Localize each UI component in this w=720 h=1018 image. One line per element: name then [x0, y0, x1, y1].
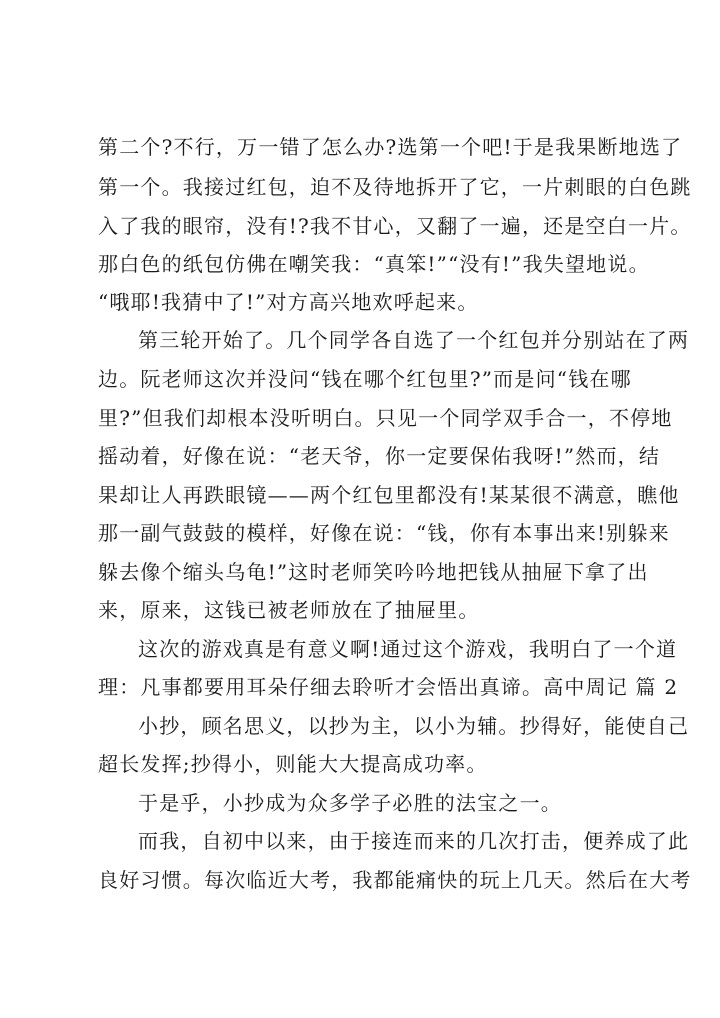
paragraph-start-line: 于是乎，小抄成为众多学子必胜的法宝之一。 [138, 791, 562, 815]
paragraph-start-line: 小抄，顾名思义，以抄为主，以小为辅。抄得好，能使自己 [138, 714, 690, 738]
text-line: 第二个?不行，万一错了怎么办?选第一个吧!于是我果断地选了 [98, 135, 683, 159]
paragraph-start-line: 第三轮开始了。几个同学各自选了一个红包并分别站在了两 [138, 328, 690, 352]
text-line: 良好习惯。每次临近大考，我都能痛快的玩上几天。然后在大考 [98, 868, 692, 892]
text-line: 那白色的纸包仿佛在嘲笑我：“真笨!”“没有!”我失望地说。 [98, 252, 650, 276]
text-line: 里?”但我们却根本没听明白。只见一个同学双手合一，不停地 [98, 406, 673, 430]
paragraph-start-line: 这次的游戏真是有意义啊!通过这个游戏，我明白了一个道 [138, 637, 678, 661]
text-line: 来，原来，这钱已被老师放在了抽屉里。 [98, 598, 480, 622]
text-line: 理：凡事都要用耳朵仔细去聆听才会悟出真谛。高中周记 篇 2 [98, 675, 679, 699]
text-line: 入了我的眼帘，没有!?我不甘心，又翻了一遍，还是空白一片。 [98, 214, 692, 238]
text-line: 边。阮老师这次并没问“钱在哪个红包里?”而是问“钱在哪 [98, 367, 632, 391]
text-line: 果却让人再跌眼镜——两个红包里都没有!某某很不满意，瞧他 [98, 483, 680, 507]
text-line: 摇动着，好像在说：“老天爷，你一定要保佑我呀!”然而，结 [98, 444, 661, 468]
text-line: 那一副气鼓鼓的模样，好像在说：“钱，你有本事出来!别躲来 [98, 521, 670, 545]
text-line: 躲去像个缩头乌龟!”这时老师笑吟吟地把钱从抽屉下拿了出 [98, 560, 649, 584]
text-line: 超长发挥;抄得小，则能大大提高成功率。 [98, 752, 488, 776]
text-line: 第一个。我接过红包，迫不及待地拆开了它，一片刺眼的白色跳 [98, 175, 692, 199]
text-line: “哦耶!我猜中了!”对方高兴地欢呼起来。 [98, 290, 479, 314]
paragraph-start-line: 而我，自初中以来，由于接连而来的几次打击，便养成了此 [138, 829, 690, 853]
